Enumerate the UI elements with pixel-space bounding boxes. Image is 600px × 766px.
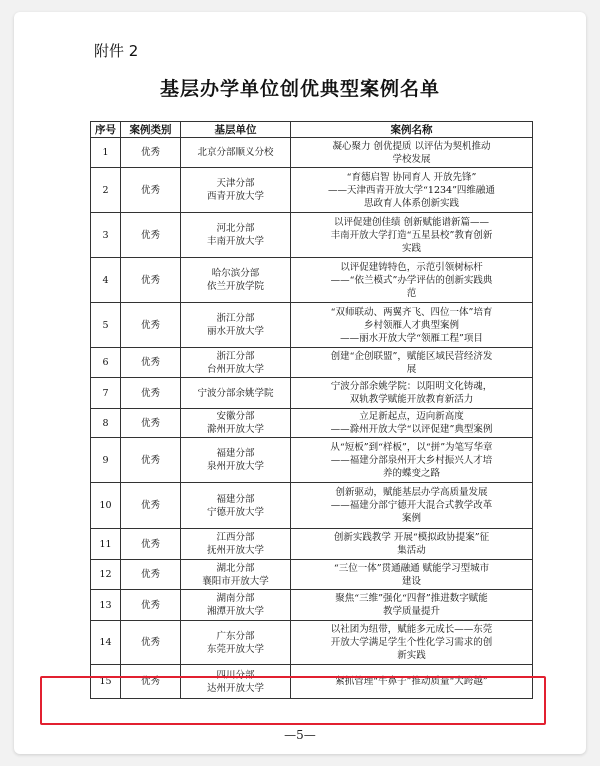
unit-line: 丽水开放大学 [206,326,264,337]
unit-line: 抚州开放大学 [206,545,264,556]
row-category: 优秀 [121,529,181,560]
case-name-line: 实践 [401,242,421,254]
unit-line: 哈尔滨分部 [211,268,260,279]
table-row [91,213,533,258]
case-name-line: 范 [406,287,417,299]
unit-line: 东莞开放大学 [206,643,264,655]
unit-line: 湘潭开放大学 [206,606,264,617]
case-name-line: 创建“企创联盟”，赋能区域民营经济发 [330,350,493,362]
case-name-line: 凝心聚力 创优提质 以评估为契机推动 [332,140,491,152]
row-unit [181,665,291,699]
unit-line: 浙江分部 [216,313,255,324]
case-name-line: 新实践 [397,650,426,661]
case-name-line: ——天津西青开放大学“1234”四维融通 [328,184,495,196]
case-name-line: 展 [406,363,417,375]
row-unit [181,213,291,258]
case-name-line: 乡村领雁人才典型案例 [363,319,459,331]
table-row [91,483,533,529]
row-number: 8 [91,409,121,438]
table-row [91,621,533,665]
table-row [91,378,533,409]
case-name-line: 开放大学满足学生个性化学习需求的创 [330,637,493,648]
row-number: 10 [91,483,121,529]
unit-line: 北京分部顺义分校 [197,147,274,158]
table-row [91,590,533,621]
table-body [91,138,533,699]
case-name-line: 创新实践教学 开展“模拟政协提案”征 [333,532,490,543]
row-case-name [291,665,533,699]
row-unit [181,409,291,438]
row-category: 优秀 [121,258,181,303]
row-category: 优秀 [121,213,181,258]
header-case-name: 案例名称 [291,122,533,138]
row-category: 优秀 [121,348,181,378]
case-name-line: 创新驱动，赋能基层办学高质量发展 [335,487,488,498]
document-page [14,12,586,754]
case-name-line: ——福建分部宁德开大混合式教学改革 [330,500,493,511]
table-row [91,138,533,168]
unit-line: 湖南分部 [216,593,255,604]
page-number: —5— [284,728,316,742]
row-category: 优秀 [121,621,181,665]
row-case-name [291,560,533,590]
row-case-name [291,529,533,560]
unit-line: 天津分部 [216,178,255,189]
row-unit [181,483,291,529]
row-unit [181,560,291,590]
row-case-name [291,168,533,213]
row-case-name [291,621,533,665]
row-case-name [291,483,533,529]
unit-line: 福建分部 [216,448,255,459]
case-name-line: 丰南开放大学打造“五星县校”教育创新 [330,229,493,241]
header-no: 序号 [91,122,121,138]
row-number: 1 [91,138,121,168]
table-row [91,303,533,348]
row-number: 9 [91,438,121,483]
unit-line: 安徽分部 [216,411,255,422]
row-category: 优秀 [121,138,181,168]
row-unit [181,258,291,303]
case-list-table [90,121,533,699]
attachment-label: 附件 2 [94,42,139,60]
row-category: 优秀 [121,483,181,529]
case-name-line: ——“依兰模式”办学评估的创新实践典 [330,274,493,286]
unit-line: 泉州开放大学 [206,461,264,472]
row-number: 4 [91,258,121,303]
row-number: 7 [91,378,121,409]
row-case-name [291,258,533,303]
case-name-line: 养的蝶变之路 [382,467,440,479]
row-number: 15 [91,665,121,699]
row-unit [181,378,291,409]
case-name-line: “育德启智 协同育人 开放先锋” [346,171,477,183]
case-name-line: ——丽水开放大学“领雁工程”项目 [340,332,483,344]
table-row [91,258,533,303]
unit-line: 福建分部 [216,493,255,505]
row-case-name [291,213,533,258]
case-name-line: 学校发展 [392,153,431,165]
case-name-line: ——滁州开放大学“以评促建”典型案例 [330,424,493,435]
row-case-name [291,590,533,621]
case-name-line: 以评促建创佳绩 创新赋能谱新篇—— [333,216,490,228]
row-number: 3 [91,213,121,258]
row-case-name [291,303,533,348]
unit-line: 宁德开放大学 [206,506,264,518]
case-name-line: ——福建分部泉州开大乡村振兴人才培 [330,454,493,466]
case-name-line: 以评促建铸特色，示范引领树标杆 [340,261,483,273]
case-name-line: “三位一体”贯通融通 赋能学习型城市 [333,562,490,574]
case-name-line: 从“短板”到“样板”，以“拼”为笔写华章 [330,441,493,453]
row-number: 5 [91,303,121,348]
unit-line: 丰南开放大学 [206,236,264,247]
case-name-line: 集活动 [397,545,426,556]
row-case-name [291,378,533,409]
row-case-name [291,138,533,168]
table-row [91,409,533,438]
row-category: 优秀 [121,378,181,409]
table-row [91,438,533,483]
row-unit [181,621,291,665]
case-name-line: 聚焦“三维”强化“四督”推进数字赋能 [335,593,488,604]
table-row [91,665,533,699]
table-row [91,168,533,213]
unit-line: 湖北分部 [216,562,255,574]
row-category: 优秀 [121,303,181,348]
row-case-name [291,348,533,378]
unit-line: 依兰开放学院 [206,281,264,292]
row-number: 11 [91,529,121,560]
row-unit [181,168,291,213]
row-number: 13 [91,590,121,621]
row-category: 优秀 [121,168,181,213]
unit-line: 四川分部 [216,669,255,681]
row-unit [181,438,291,483]
unit-line: 河北分部 [216,223,255,234]
case-name-line: “双师联动、两翼齐飞、四位一体”培育 [330,306,493,318]
unit-line: 江西分部 [216,532,255,543]
row-unit [181,138,291,168]
case-name-line: 以社团为纽带，赋能多元成长——东莞 [330,624,493,635]
row-number: 2 [91,168,121,213]
row-category: 优秀 [121,665,181,699]
row-unit [181,529,291,560]
table-row [91,529,533,560]
unit-line: 台州开放大学 [206,363,264,375]
row-category: 优秀 [121,590,181,621]
header-category: 案例类别 [121,122,181,138]
unit-line: 襄阳市开放大学 [202,575,269,587]
table-header-row [91,122,533,138]
page-title: 基层办学单位创优典型案例名单 [159,78,440,100]
case-name-line: 案例 [401,513,421,524]
unit-line: 广东分部 [216,630,255,642]
row-unit [181,348,291,378]
unit-line: 滁州开放大学 [206,424,264,435]
row-number: 6 [91,348,121,378]
row-unit [181,590,291,621]
row-case-name [291,409,533,438]
unit-line: 达州开放大学 [206,682,264,694]
case-name-line: 立足新起点，迈向新高度 [359,411,464,422]
case-name-line: 建设 [401,575,421,587]
row-category: 优秀 [121,560,181,590]
row-category: 优秀 [121,438,181,483]
case-name-line: 双轨教学赋能开放教育新活力 [349,394,474,405]
row-number: 12 [91,560,121,590]
unit-line: 西青开放大学 [206,191,264,202]
row-category: 优秀 [121,409,181,438]
unit-line: 宁波分部余姚学院 [197,387,274,399]
case-name-line: 思政育人体系创新实践 [363,197,459,209]
table-row [91,348,533,378]
row-case-name [291,438,533,483]
header-unit: 基层单位 [181,122,291,138]
case-name-line: 宁波分部余姚学院：以阳明文化铸魂， [330,381,493,392]
unit-line: 浙江分部 [216,350,255,362]
case-name-line: 教学质量提升 [382,606,440,617]
row-number: 14 [91,621,121,665]
row-unit [181,303,291,348]
table-row [91,560,533,590]
case-name-line: 紧抓管理“牛鼻子”推动质量“大跨越” [335,676,488,687]
